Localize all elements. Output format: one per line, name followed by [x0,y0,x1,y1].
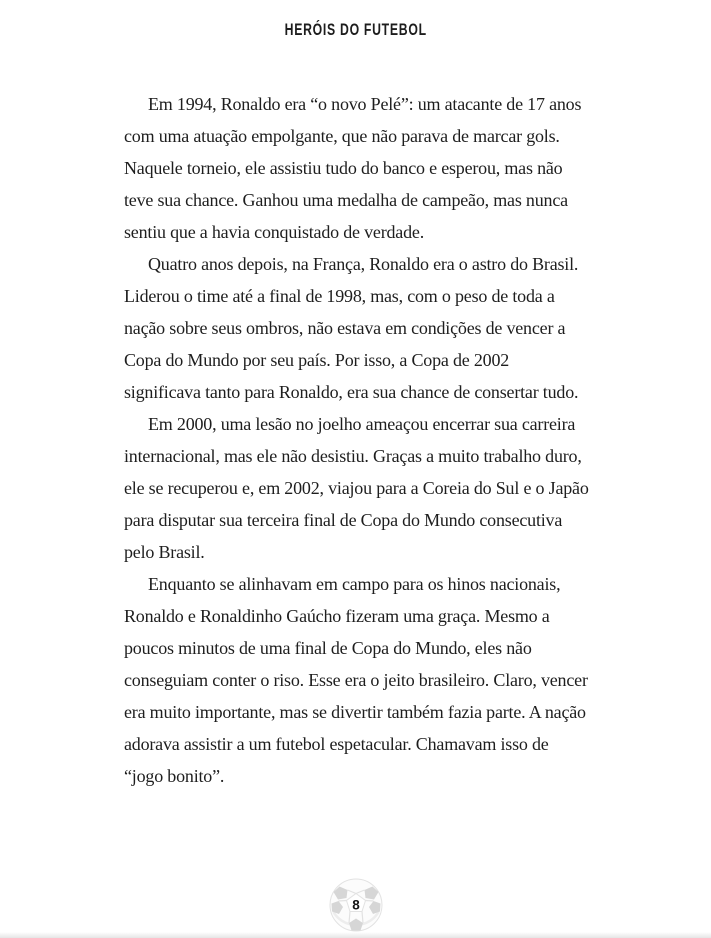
paragraph: Quatro anos depois, na França, Ronaldo era o astro do Brasil. Liderou o time até a final de 1998, mas, com o peso de toda a nação sobre seus ombros, não estava em condições de vencer a Copa do Mundo por seu país. Por isso, a Copa de 2002 significava tanto para Ronaldo, era sua chance de consertar tudo. [124,254,579,402]
soccer-ball-icon [329,878,383,932]
paragraph: Enquanto se alinhavam em campo para os hinos nacionais, Ronaldo e Ronaldinho Gaúcho fizeram uma graça. Mesmo a poucos minutos de uma final de Copa do Mundo, eles não conseguiam conter o riso. Esse era o jeito brasileiro. Claro, vencer era muito importante, mas se divertir também fazia parte. A nação adorava assistir a um futebol espetacular. Chamavam isso de “jogo bonito”. [124,574,588,786]
paragraph: Em 2000, uma lesão no joelho ameaçou encerrar sua carreira internacional, mas ele não desistiu. Graças a muito trabalho duro, ele se recuperou e, em 2002, viajou para a Coreia do Sul e o Japão para disputar sua terceira final de Copa do Mundo consecutiva pelo Brasil. [124,414,589,562]
body-text [124,88,590,792]
page-bottom-edge [0,932,711,938]
page-number: 8 [351,897,360,913]
page-header [0,20,711,40]
paragraph: Em 1994, Ronaldo era “o novo Pelé”: um atacante de 17 anos com uma atuação empolgante, que não parava de marcar gols. Naquele torneio, ele assistiu tudo do banco e esperou, mas não teve sua chance. Ganhou uma medalha de campeão, mas nunca sentiu que a havia conquistado de verdade. [124,94,582,242]
page-footer [0,878,711,932]
chapter-title: HERÓIS DO FUTEBOL [284,20,427,39]
